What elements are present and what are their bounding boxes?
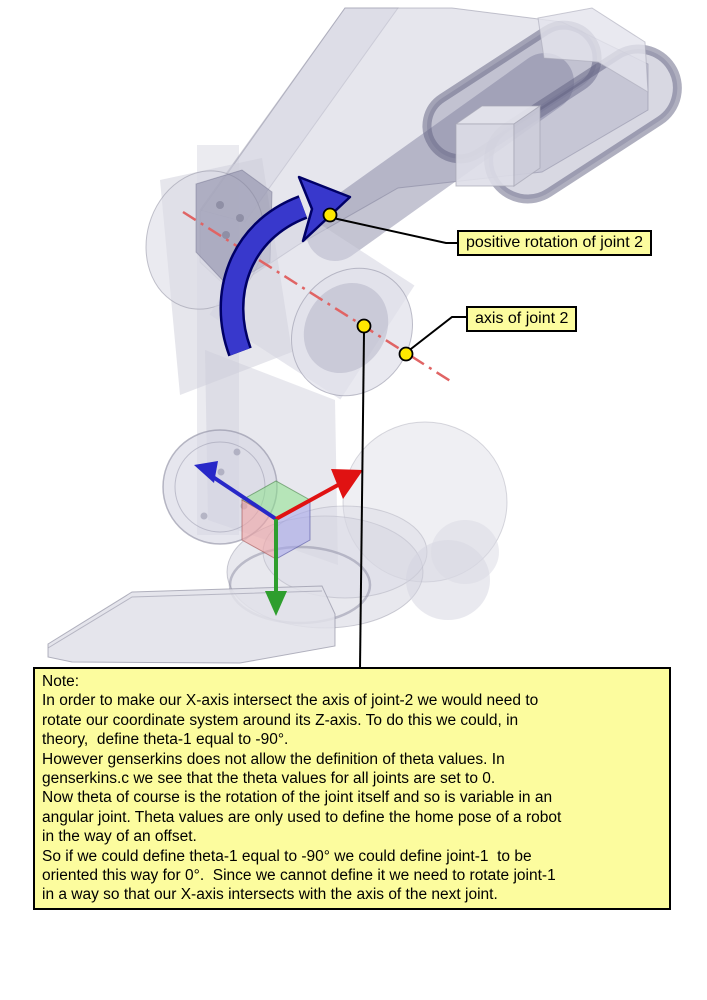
marker-dot-axis-far <box>400 348 413 361</box>
robot-body <box>48 8 692 663</box>
base-plate <box>48 586 335 663</box>
note-line: in a way so that our X-axis intersects with the axis of the next joint. <box>42 886 498 904</box>
note-line: oriented this way for 0°. Since we cannot define it we need to rotate joint-1 <box>42 867 556 885</box>
note-line: Now theta of course is the rotation of the joint itself and so is variable in an <box>42 789 553 807</box>
wrist-block <box>456 106 540 186</box>
marker-dot-axis-near <box>358 320 371 333</box>
note-line: genserkins.c we see that the theta values for all joints are set to 0. <box>42 770 496 788</box>
note-line: angular joint. Theta values are only used to define the home pose of a robot <box>42 808 562 826</box>
note-line: However genserkins does not allow the definition of theta values. In <box>42 750 505 768</box>
label-positive-rotation-of-joint2: positive rotation of joint 2 <box>457 230 652 256</box>
label-axis-of-joint2: axis of joint 2 <box>466 306 577 332</box>
note-line: theory, define theta-1 equal to -90°. <box>42 731 289 749</box>
marker-dot-rotation <box>324 209 337 222</box>
note-line: So if we could define theta-1 equal to -90° we could define joint-1 to be <box>42 847 532 865</box>
note-line: rotate our coordinate system around its Z-axis. To do this we could, in <box>42 711 519 729</box>
note-line: Note: <box>42 673 80 690</box>
note-line: In order to make our X-axis intersect the axis of joint-2 we would need to <box>42 692 539 710</box>
leader-axis-label <box>407 317 466 352</box>
note-line: in the way of an offset. <box>42 828 197 846</box>
note-box <box>33 667 671 910</box>
